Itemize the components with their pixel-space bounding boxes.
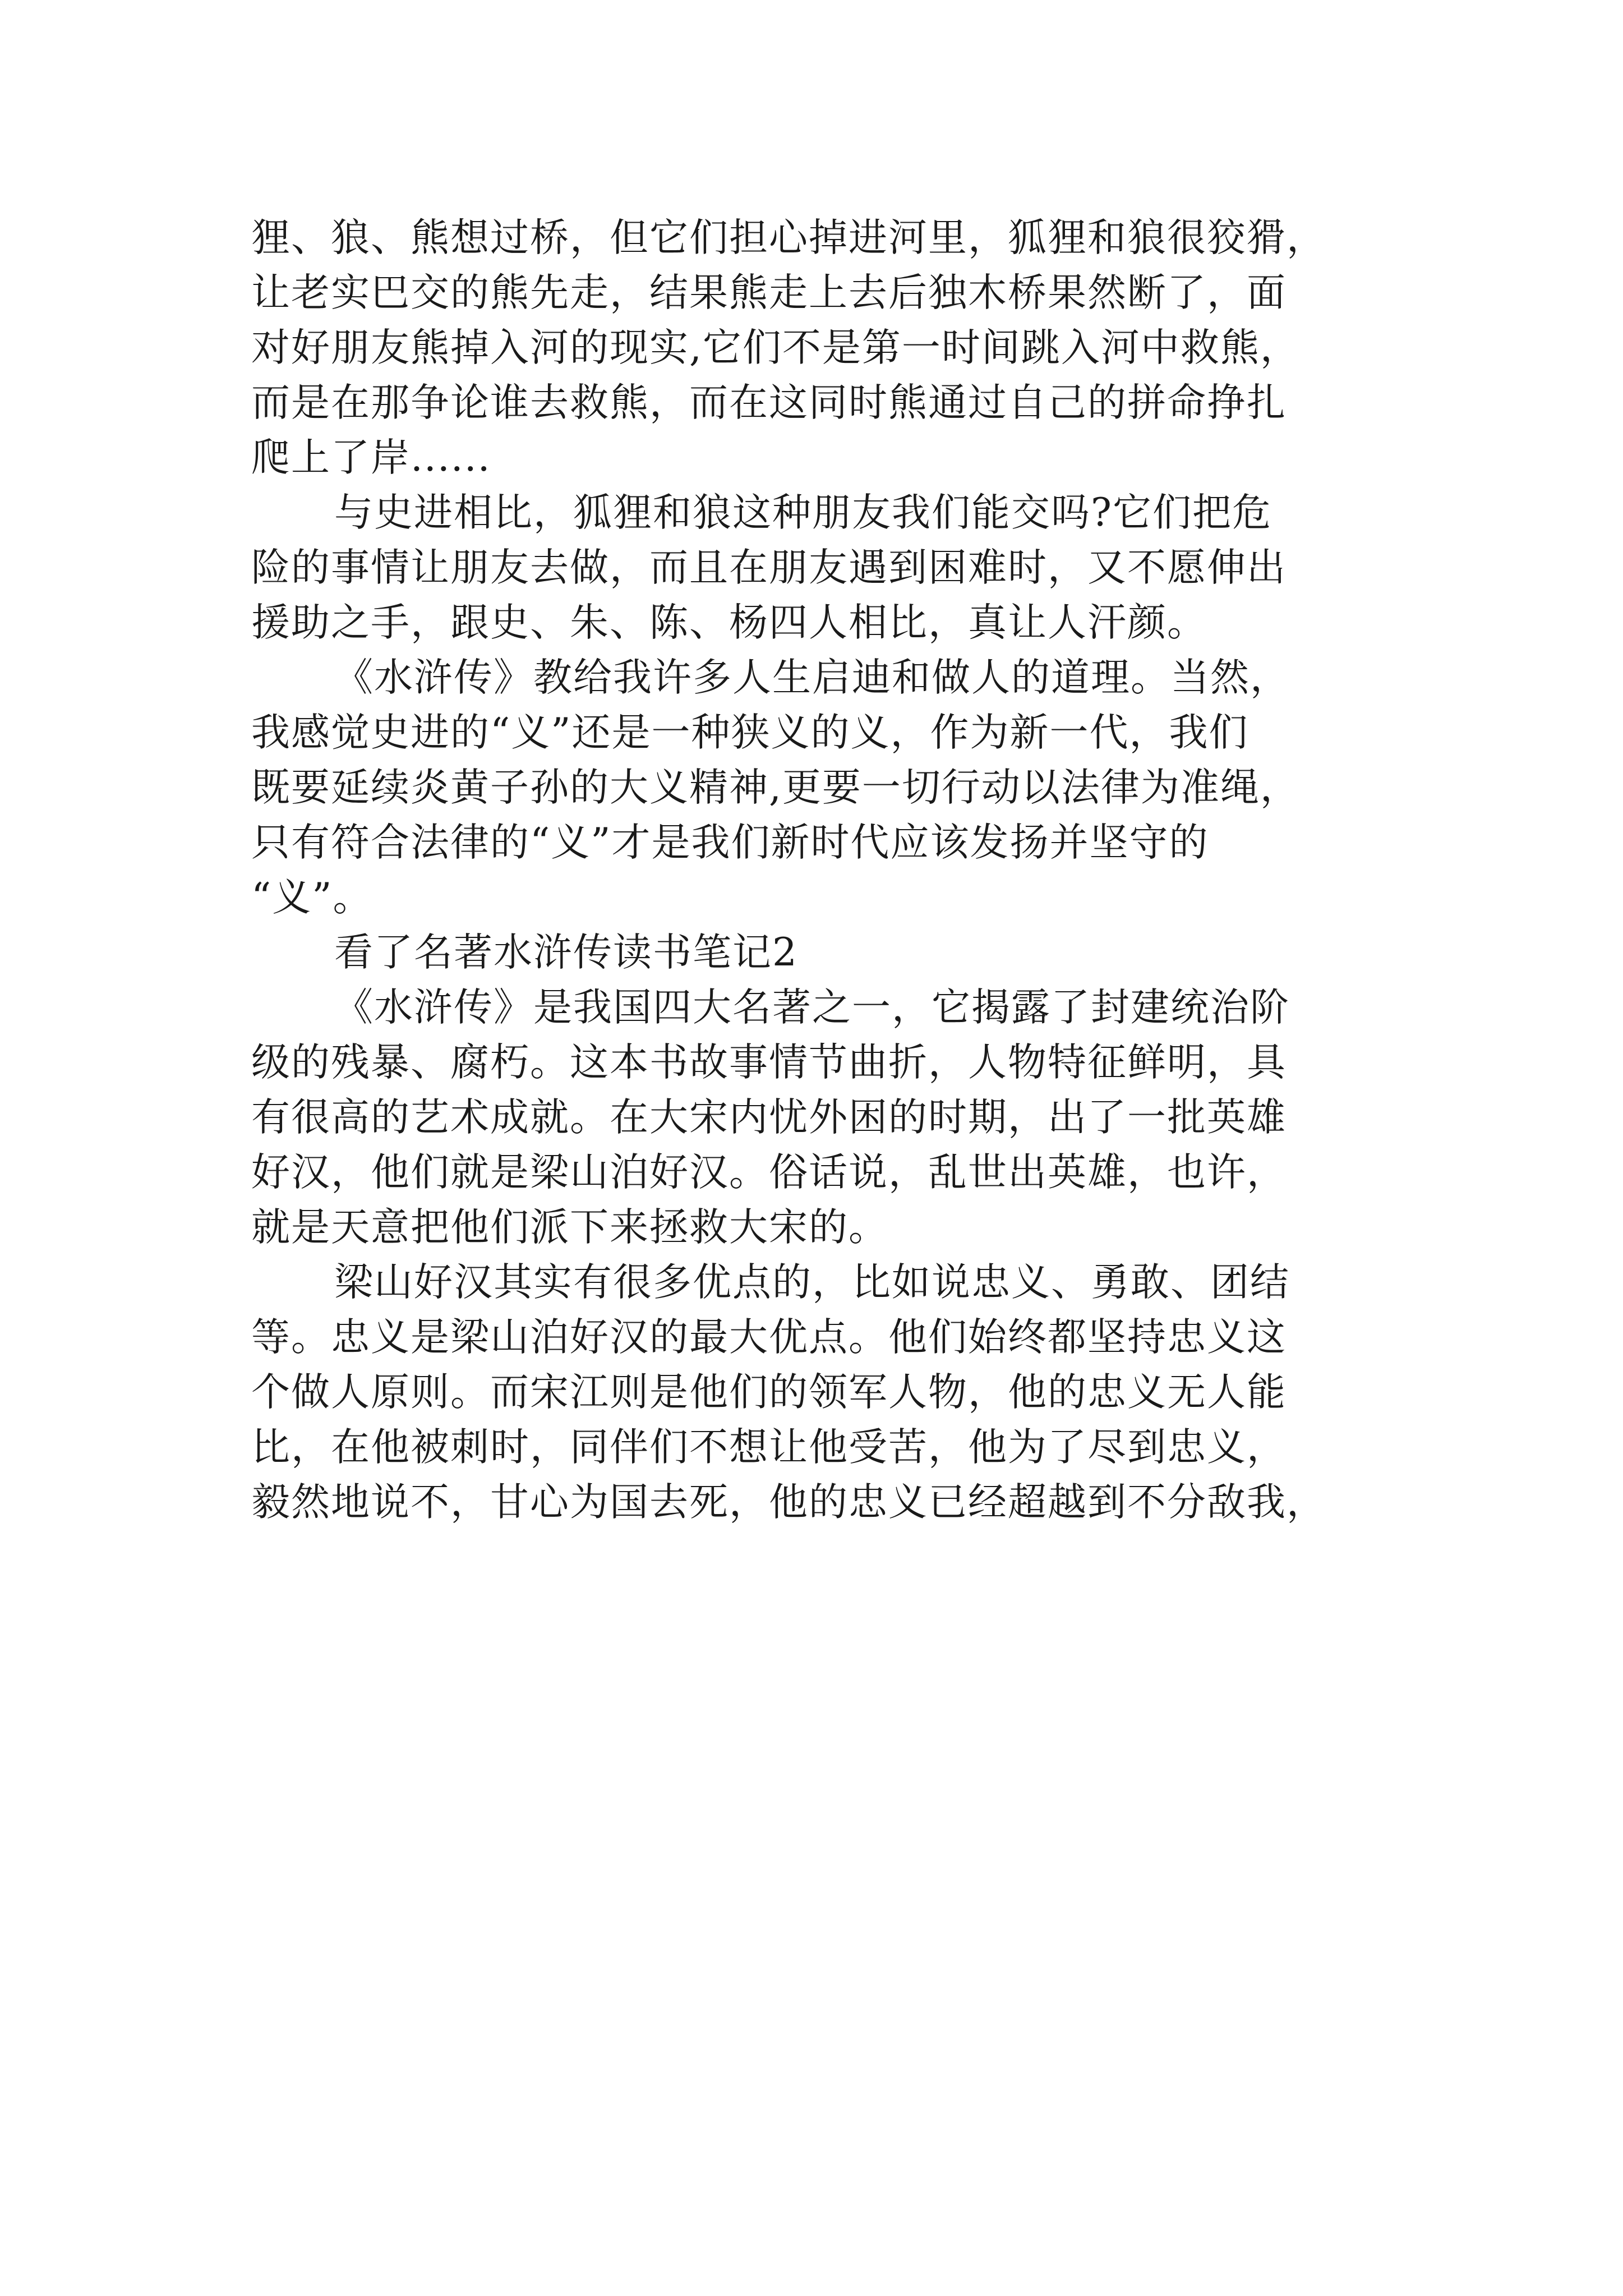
text-line: 爬上了岸......: [251, 435, 491, 480]
text-line: “义”。: [251, 875, 373, 920]
text-line: 对好朋友熊掉入河的现实,它们不是第一时间跳入河中救熊，: [251, 325, 1300, 370]
text-line: 级的残暴、腐朽。这本书故事情节曲折，人物特征鲜明，具: [251, 1040, 1287, 1085]
section-heading: 看了名著水浒传读书笔记2: [334, 930, 798, 975]
paragraph-first-line: 梁山好汉其实有很多优点的，比如说忠义、勇敢、团结: [334, 1260, 1290, 1305]
paragraph-first-line: 《水浒传》是我国四大名著之一，它揭露了封建统治阶: [334, 985, 1290, 1030]
text-line: 就是天意把他们派下来拯救大宋的。: [251, 1205, 888, 1250]
text-line: 只有符合法律的“义”才是我们新时代应该发扬并坚守的: [251, 820, 1209, 865]
text-line: 既要延续炎黄子孙的大义精神,更要一切行动以法律为准绳，: [251, 765, 1300, 810]
text-line: 援助之手，跟史、朱、陈、杨四人相比，真让人汗颜。: [251, 600, 1207, 645]
document-body: [251, 210, 1451, 1530]
text-line: 险的事情让朋友去做，而且在朋友遇到困难时，又不愿伸出: [251, 545, 1287, 590]
paragraph-first-line: 《水浒传》教给我许多人生启迪和做人的道理。当然，: [334, 655, 1290, 700]
text-line: 比，在他被刺时，同伴们不想让他受苦，他为了尽到忠义，: [251, 1425, 1287, 1470]
text-line: 有很高的艺术成就。在大宋内忧外困的时期，出了一批英雄: [251, 1095, 1287, 1140]
text-line: 而是在那争论谁去救熊，而在这同时熊通过自己的拼命挣扎: [251, 380, 1287, 425]
text-line: 毅然地说不，甘心为国去死，他的忠义已经超越到不分敌我，: [251, 1480, 1326, 1525]
text-line: 我感觉史进的“义”还是一种狭义的义，作为新一代，我们: [251, 710, 1249, 755]
text-line: 好汉，他们就是梁山泊好汉。俗话说，乱世出英雄，也许，: [251, 1150, 1287, 1195]
text-line: 让老实巴交的熊先走，结果熊走上去后独木桥果然断了，面: [251, 270, 1287, 315]
paragraph-first-line: 与史进相比，狐狸和狼这种朋友我们能交吗?它们把危: [334, 490, 1272, 535]
text-line: 狸、狼、熊想过桥，但它们担心掉进河里，狐狸和狼很狡猾，: [251, 215, 1326, 260]
text-line: 个做人原则。而宋江则是他们的领军人物，他的忠义无人能: [251, 1370, 1287, 1415]
text-line: 等。忠义是梁山泊好汉的最大优点。他们始终都坚持忠义这: [251, 1315, 1287, 1360]
